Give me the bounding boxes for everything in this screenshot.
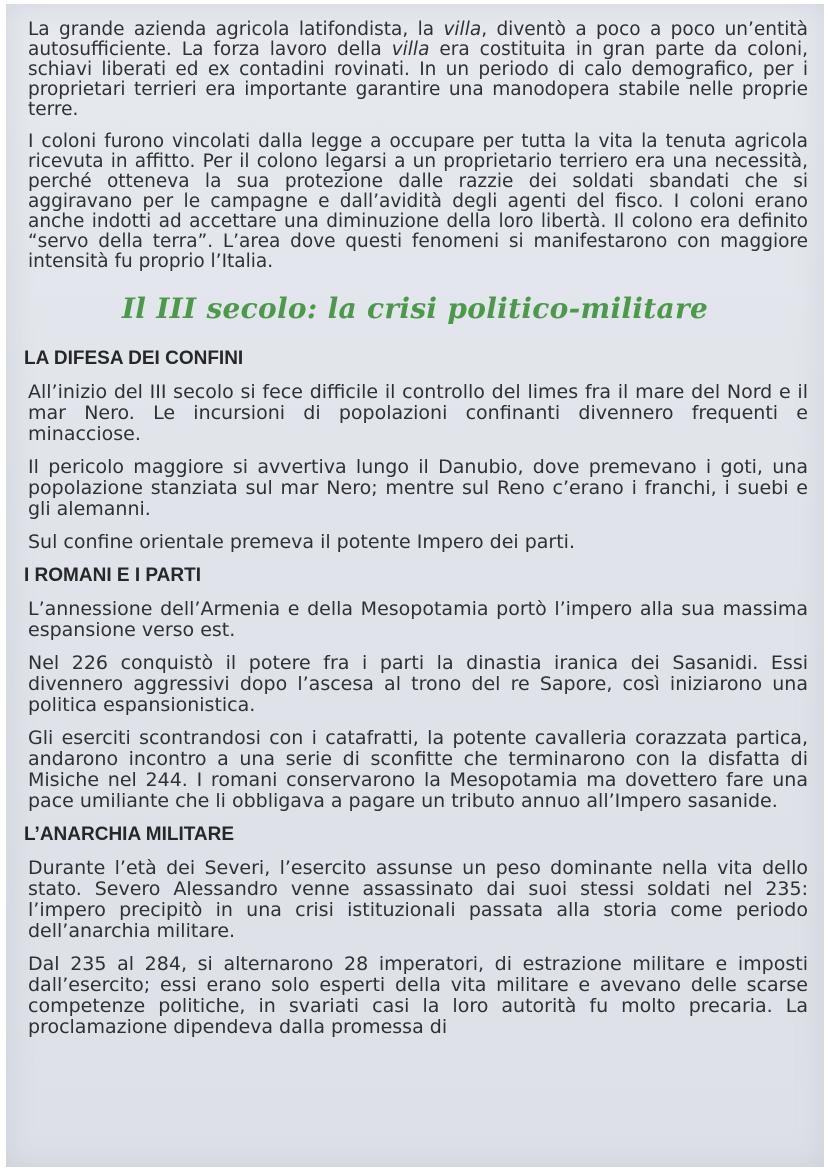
paragraph: Nel 226 conquistò il potere fra i parti la dinastia iranica dei Sasanidi. Essi divennero aggressivi dopo l’ascesa al trono del re Sapore, così iniziarono una politica espansionistica. [28,652,808,716]
italic-term: villa [443,19,482,40]
intro-text: , diventò a poco a poco un’entità autosufficiente. La forza lavoro della [28,19,808,60]
intro-paragraph-1 [20,20,810,120]
paragraph: All’inizio del III secolo si fece difficile il controllo del limes fra il mare del Nord e il mar Nero. Le incursioni di popolazioni confinanti divennero frequenti e minacciose. [28,381,808,445]
paragraph: L’annessione dell’Armenia e della Mesopotamia portò l’impero alla sua massima espansione verso est. [28,598,808,641]
section-difesa-confini [20,348,810,553]
paragraph: Dal 235 al 284, si alternarono 28 imperatori, di estrazione militare e imposti dall’esercito; essi erano solo esperti della vita militare e avevano delle scarse competenze politiche, in svariati casi la loro autorità fu molto precaria. La proclamazione dipendeva dalla promessa di [28,953,808,1038]
paragraph: Il pericolo maggiore si avvertiva lungo il Danubio, dove premevano i goti, una popolazione stanziata sul mar Nero; mentre sul Reno c’erano i franchi, i suebi e gli alemanni. [28,456,808,520]
paragraph: Sul confine orientale premeva il potente Impero dei parti. [28,531,576,553]
intro-text: era costituita in gran parte da coloni, schiavi liberati ed ex contadini rovinati. In un periodo di calo demografico, per i proprietari terrieri era importante garantire una manodopera stabile nelle proprie terre. [28,39,808,120]
italic-term: villa [391,39,430,60]
paragraph: Durante l’età dei Severi, l’esercito assunse un peso dominante nella vita dello stato. Severo Alessandro venne assassinato dai suoi stessi soldati nel 235: l’impero precipitò in una crisi istituzionali passata alla storia come periodo dell’anarchia militare. [28,857,808,942]
intro-text: La grande azienda agricola latifondista, la [28,19,444,40]
subheading: I ROMANI E I PARTI [24,565,201,586]
page-content [20,20,810,1050]
section-anarchia-militare [20,824,810,1038]
paragraph: Gli eserciti scontrandosi con i catafratti, la potente cavalleria corazzata partica, andarono incontro a una serie di sconfitte che terminarono con la disfatta di Misiche nel 244. I romani conservarono la Mesopotamia ma dovettero fare una pace umiliante che li obbligava a pagare un tributo annuo all’Impero sasanide. [28,727,808,812]
textbook-page [6,4,824,1167]
subheading: LA DIFESA DEI CONFINI [24,348,244,369]
section-title: Il III secolo: la crisi politico-militare [121,292,709,325]
subheading: L’ANARCHIA MILITARE [24,824,235,845]
section-romani-parti [20,565,810,812]
intro-paragraph-2: I coloni furono vincolati dalla legge a occupare per tutta la vita la tenuta agricola ricevuta in affitto. Per il colono legarsi a un proprietario terriero era una necessità, perché otteneva la sua protezione dalle razzie dei soldati sbandati che si aggiravano per le campagne e dall’avidità degli agenti del fisco. I coloni erano anche indotti ad accettare una diminuzione della loro libertà. Il colono era definito “servo della terra”. L’area dove questi fenomeni si manifestarono con maggiore intensità fu proprio l’Italia. [28,131,808,272]
